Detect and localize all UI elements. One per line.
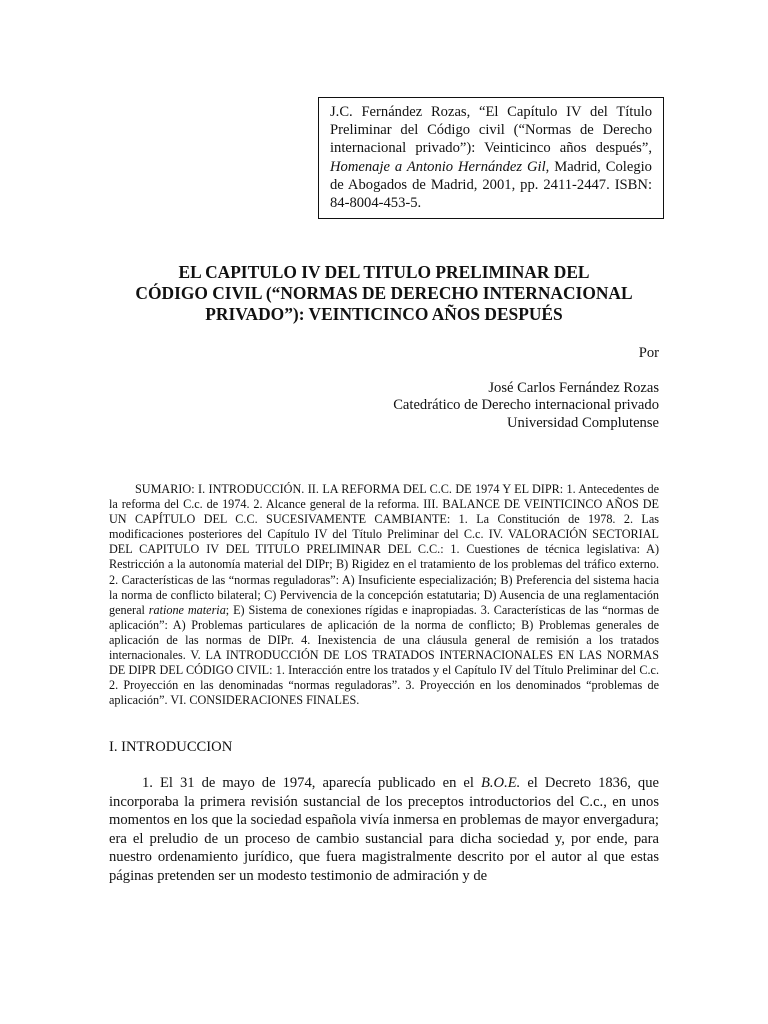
author-block [393, 345, 659, 432]
author-position: Catedrático de Derecho internacional privado [393, 397, 659, 413]
author-by: Por [638, 345, 659, 361]
section-heading: I. INTRODUCCION [109, 739, 233, 755]
citation-box [318, 97, 664, 219]
body-paragraph [109, 774, 659, 885]
paragraph-text: 1. El 31 de mayo de 1974, aparecía publicado en el [142, 775, 481, 791]
summary-text: SUMARIO: I. INTRODUCCIÓN. II. LA REFORMA DEL C.C. DE 1974 Y EL DIPR: 1. Antecedentes de la reforma del C.c. de 1974. 2. Alcance general de la reforma. III. BALANCE DE VEINTICINCO AÑOS DE UN CAPÍTULO DEL C.C. SUCESIVAMENTE CAMBIANTE: 1. La Constitución de 1978. 2. Las modificaciones posteriores del Capítulo IV del Título Preliminar del C.c. IV. VALORACIÓN SECTORIAL DEL CAPITULO IV DEL TITULO PRELIMINAR DEL C.C.: 1. Cuestiones de técnica legislativa: A) Restricción a la autonomía material del DIPr; B) Rigidez en el tratamiento de los problemas del tráfico externo. 2. Características de las “normas reguladoras”: A) Insuficiente especialización; B) Preferencia del sistema hacia la norma de conflicto bilateral; C) Pervivencia de la concepción estatutaria; D) Ausencia de una reglamentación general [109, 482, 659, 617]
summary-italic-term: ratione materia [148, 602, 226, 617]
summary-paragraph [109, 482, 659, 708]
citation-homenaje-title: Homenaje a Antonio Hernández Gil [330, 158, 546, 175]
paragraph-italic-boe: B.O.E. [480, 775, 521, 791]
summary-text-continued: ; E) Sistema de conexiones rígidas e inapropiadas. 3. Características de las “normas de aplicación”: A) Problemas particulares de aplicación de la norma de conflicto; B) Problemas generales de aplicación de las normas de DIPr. 4. Inexistencia de una cláusula general de remisión a los tratados internacionales. V. LA INTRODUCCIÓN DE LOS TRATADOS INTERNACIONALES EN LAS NORMAS DE DIPR DEL CÓDIGO CIVIL: 1. Interacción entre los tratados y el Capítulo IV del Título Preliminar del C.c. 2. Proyección en las denominadas “normas reguladoras”. 3. Proyección en los denominados “problemas de aplicación”. VI. CONSIDERACIONES FINALES. [109, 602, 659, 708]
citation-text: J.C. Fernández Rozas, “El Capítulo IV del Título Preliminar del Código civil (“Normas de Derecho internacional privado”): Veinticinco años después”, [330, 104, 652, 157]
paragraph-text-continued: el Decreto 1836, que incorporaba la primera revisión sustancial de los preceptos introductorios del C.c., en unos momentos en los que la sociedad española vivía inmersa en problemas de mayor envergadura; era el preludio de un proceso de cambio sustancial para dicha sociedad y, por ende, para nuestro ordenamiento jurídico, que fuera magistralmente descrito por el autor al que estas páginas pretenden ser un modesto testimonio de admiración y de [109, 775, 659, 884]
author-name: José Carlos Fernández Rozas [488, 379, 659, 396]
title-line-1: EL CAPITULO IV DEL TITULO PRELIMINAR DEL [178, 262, 590, 282]
title-line-2: CÓDIGO CIVIL (“NORMAS DE DERECHO INTERNACIONAL [135, 283, 633, 303]
document-title [100, 262, 668, 325]
author-university: Universidad Complutense [507, 414, 659, 431]
title-line-3: PRIVADO”): VEINTICINCO AÑOS DESPUÉS [205, 304, 563, 324]
citation-publisher: , Madrid, Colegio de Abogados de Madrid, 2001, pp. 2411-2447. ISBN: 84-8004-453-5. [330, 158, 652, 212]
